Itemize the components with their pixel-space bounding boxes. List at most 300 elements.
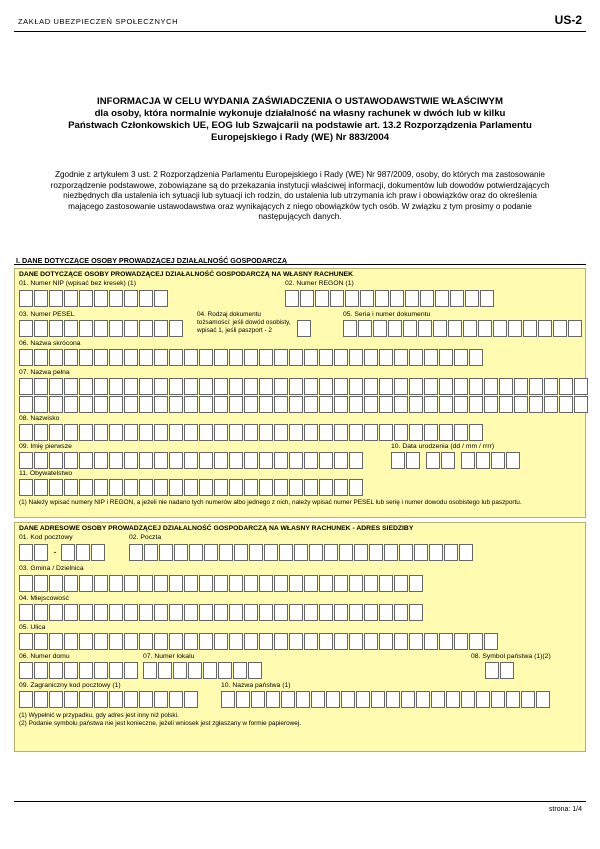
char-box[interactable]	[79, 633, 93, 650]
char-box[interactable]	[19, 424, 33, 441]
char-box[interactable]	[34, 633, 48, 650]
char-box[interactable]	[109, 662, 123, 679]
postal-code-cell[interactable]	[19, 544, 33, 561]
char-box[interactable]	[109, 378, 123, 395]
char-box[interactable]	[184, 396, 198, 413]
char-box[interactable]	[154, 633, 168, 650]
char-box[interactable]	[406, 452, 420, 469]
char-box[interactable]	[309, 544, 323, 561]
char-box[interactable]	[409, 378, 423, 395]
char-box[interactable]	[319, 575, 333, 592]
char-box[interactable]	[139, 691, 153, 708]
char-box[interactable]	[64, 290, 78, 307]
char-box[interactable]	[304, 479, 318, 496]
char-box[interactable]	[476, 452, 490, 469]
char-box[interactable]	[169, 633, 183, 650]
char-box[interactable]	[79, 691, 93, 708]
char-box[interactable]	[334, 378, 348, 395]
char-box[interactable]	[444, 544, 458, 561]
char-box[interactable]	[334, 452, 348, 469]
char-box[interactable]	[139, 575, 153, 592]
char-box[interactable]	[349, 378, 363, 395]
char-box[interactable]	[203, 662, 217, 679]
char-box[interactable]	[304, 378, 318, 395]
char-box[interactable]	[390, 290, 404, 307]
char-box[interactable]	[274, 378, 288, 395]
char-box[interactable]	[476, 691, 490, 708]
char-box[interactable]	[388, 320, 402, 337]
char-box[interactable]	[379, 575, 393, 592]
char-box[interactable]	[375, 290, 389, 307]
country-name-field[interactable]	[221, 691, 551, 708]
char-box[interactable]	[199, 424, 213, 441]
foreign-postal-code-field[interactable]	[19, 691, 199, 708]
char-box[interactable]	[199, 396, 213, 413]
char-box[interactable]	[334, 396, 348, 413]
char-box[interactable]	[315, 290, 329, 307]
char-box[interactable]	[19, 479, 33, 496]
char-box[interactable]	[259, 452, 273, 469]
char-box[interactable]	[79, 479, 93, 496]
char-box[interactable]	[229, 424, 243, 441]
char-box[interactable]	[94, 378, 108, 395]
char-box[interactable]	[199, 378, 213, 395]
char-box[interactable]	[500, 662, 514, 679]
char-box[interactable]	[169, 452, 183, 469]
char-box[interactable]	[64, 662, 78, 679]
char-box[interactable]	[64, 479, 78, 496]
char-box[interactable]	[529, 378, 543, 395]
char-box[interactable]	[34, 378, 48, 395]
char-box[interactable]	[214, 424, 228, 441]
char-box[interactable]	[559, 396, 573, 413]
char-box[interactable]	[49, 290, 63, 307]
char-box[interactable]	[446, 691, 460, 708]
char-box[interactable]	[109, 452, 123, 469]
char-box[interactable]	[49, 378, 63, 395]
char-box[interactable]	[259, 479, 273, 496]
char-box[interactable]	[124, 452, 138, 469]
char-box[interactable]	[373, 320, 387, 337]
char-box[interactable]	[424, 349, 438, 366]
char-box[interactable]	[409, 633, 423, 650]
char-box[interactable]	[281, 691, 295, 708]
char-box[interactable]	[94, 424, 108, 441]
char-box[interactable]	[491, 691, 505, 708]
char-box[interactable]	[109, 396, 123, 413]
char-box[interactable]	[64, 633, 78, 650]
char-box[interactable]	[34, 691, 48, 708]
char-box[interactable]	[574, 378, 588, 395]
char-box[interactable]	[454, 396, 468, 413]
char-box[interactable]	[454, 424, 468, 441]
char-box[interactable]	[364, 575, 378, 592]
char-box[interactable]	[94, 396, 108, 413]
char-box[interactable]	[169, 320, 183, 337]
char-box[interactable]	[219, 544, 233, 561]
char-box[interactable]	[369, 544, 383, 561]
char-box[interactable]	[49, 691, 63, 708]
char-box[interactable]	[94, 662, 108, 679]
char-box[interactable]	[274, 633, 288, 650]
postal-code-field[interactable]	[19, 544, 106, 561]
char-box[interactable]	[349, 349, 363, 366]
char-box[interactable]	[409, 424, 423, 441]
char-box[interactable]	[536, 691, 550, 708]
char-box[interactable]	[124, 378, 138, 395]
char-box[interactable]	[435, 290, 449, 307]
char-box[interactable]	[289, 479, 303, 496]
char-box[interactable]	[109, 604, 123, 621]
char-box[interactable]	[199, 479, 213, 496]
char-box[interactable]	[384, 544, 398, 561]
char-box[interactable]	[159, 544, 173, 561]
char-box[interactable]	[214, 633, 228, 650]
regon-field[interactable]	[285, 290, 495, 307]
char-box[interactable]	[450, 290, 464, 307]
char-box[interactable]	[364, 604, 378, 621]
char-box[interactable]	[94, 604, 108, 621]
char-box[interactable]	[439, 396, 453, 413]
char-box[interactable]	[259, 424, 273, 441]
char-box[interactable]	[34, 349, 48, 366]
char-box[interactable]	[394, 575, 408, 592]
char-box[interactable]	[204, 544, 218, 561]
char-box[interactable]	[279, 544, 293, 561]
char-box[interactable]	[124, 691, 138, 708]
char-box[interactable]	[79, 396, 93, 413]
char-box[interactable]	[259, 396, 273, 413]
char-box[interactable]	[379, 604, 393, 621]
char-box[interactable]	[360, 290, 374, 307]
char-box[interactable]	[64, 604, 78, 621]
char-box[interactable]	[124, 479, 138, 496]
char-box[interactable]	[229, 604, 243, 621]
char-box[interactable]	[154, 290, 168, 307]
char-box[interactable]	[304, 424, 318, 441]
char-box[interactable]	[49, 396, 63, 413]
char-box[interactable]	[109, 575, 123, 592]
char-box[interactable]	[139, 320, 153, 337]
char-box[interactable]	[184, 575, 198, 592]
char-box[interactable]	[184, 349, 198, 366]
char-box[interactable]	[349, 424, 363, 441]
char-box[interactable]	[424, 378, 438, 395]
char-box[interactable]	[49, 575, 63, 592]
char-box[interactable]	[469, 349, 483, 366]
char-box[interactable]	[484, 378, 498, 395]
char-box[interactable]	[364, 633, 378, 650]
full-name-field-line2[interactable]	[19, 396, 589, 413]
char-box[interactable]	[469, 633, 483, 650]
char-box[interactable]	[439, 424, 453, 441]
char-box[interactable]	[491, 452, 505, 469]
char-box[interactable]	[289, 349, 303, 366]
char-box[interactable]	[514, 378, 528, 395]
char-box[interactable]	[544, 396, 558, 413]
char-box[interactable]	[139, 378, 153, 395]
char-box[interactable]	[124, 633, 138, 650]
char-box[interactable]	[493, 320, 507, 337]
char-box[interactable]	[394, 378, 408, 395]
char-box[interactable]	[379, 633, 393, 650]
char-box[interactable]	[403, 320, 417, 337]
char-box[interactable]	[465, 290, 479, 307]
document-type-field[interactable]	[297, 320, 312, 337]
char-box[interactable]	[94, 320, 108, 337]
char-box[interactable]	[523, 320, 537, 337]
char-box[interactable]	[285, 290, 299, 307]
char-box[interactable]	[34, 396, 48, 413]
char-box[interactable]	[484, 396, 498, 413]
char-box[interactable]	[144, 544, 158, 561]
char-box[interactable]	[229, 452, 243, 469]
char-box[interactable]	[341, 691, 355, 708]
locality-field[interactable]	[19, 604, 424, 621]
char-box[interactable]	[416, 691, 430, 708]
char-box[interactable]	[64, 575, 78, 592]
char-box[interactable]	[139, 479, 153, 496]
char-box[interactable]	[559, 378, 573, 395]
char-box[interactable]	[334, 633, 348, 650]
char-box[interactable]	[394, 349, 408, 366]
char-box[interactable]	[454, 633, 468, 650]
char-box[interactable]	[289, 378, 303, 395]
first-name-field[interactable]	[19, 452, 364, 469]
char-box[interactable]	[49, 349, 63, 366]
short-name-field[interactable]	[19, 349, 484, 366]
char-box[interactable]	[469, 424, 483, 441]
char-box[interactable]	[304, 349, 318, 366]
char-box[interactable]	[173, 662, 187, 679]
char-box[interactable]	[414, 544, 428, 561]
char-box[interactable]	[334, 479, 348, 496]
char-box[interactable]	[394, 604, 408, 621]
char-box[interactable]	[319, 452, 333, 469]
char-box[interactable]	[259, 378, 273, 395]
char-box[interactable]	[289, 575, 303, 592]
char-box[interactable]	[214, 575, 228, 592]
char-box[interactable]	[409, 349, 423, 366]
char-box[interactable]	[64, 691, 78, 708]
char-box[interactable]	[394, 424, 408, 441]
char-box[interactable]	[244, 396, 258, 413]
char-box[interactable]	[358, 320, 372, 337]
char-box[interactable]	[188, 662, 202, 679]
char-box[interactable]	[214, 349, 228, 366]
char-box[interactable]	[19, 691, 33, 708]
char-box[interactable]	[49, 320, 63, 337]
house-number-field[interactable]	[19, 662, 139, 679]
char-box[interactable]	[514, 396, 528, 413]
char-box[interactable]	[34, 290, 48, 307]
char-box[interactable]	[233, 662, 247, 679]
char-box[interactable]	[345, 290, 359, 307]
char-box[interactable]	[274, 604, 288, 621]
char-box[interactable]	[433, 320, 447, 337]
char-box[interactable]	[274, 479, 288, 496]
char-box[interactable]	[109, 633, 123, 650]
char-box[interactable]	[169, 691, 183, 708]
char-box[interactable]	[439, 349, 453, 366]
char-box[interactable]	[184, 604, 198, 621]
char-box[interactable]	[364, 349, 378, 366]
char-box[interactable]	[34, 452, 48, 469]
char-box[interactable]	[34, 604, 48, 621]
char-box[interactable]	[124, 424, 138, 441]
char-box[interactable]	[304, 604, 318, 621]
nip-field[interactable]	[19, 290, 169, 307]
char-box[interactable]	[79, 290, 93, 307]
char-box[interactable]	[296, 691, 310, 708]
char-box[interactable]	[499, 396, 513, 413]
char-box[interactable]	[214, 479, 228, 496]
char-box[interactable]	[109, 349, 123, 366]
char-box[interactable]	[154, 575, 168, 592]
char-box[interactable]	[386, 691, 400, 708]
char-box[interactable]	[19, 320, 33, 337]
char-box[interactable]	[244, 378, 258, 395]
char-box[interactable]	[218, 662, 232, 679]
commune-field[interactable]	[19, 575, 424, 592]
char-box[interactable]	[441, 452, 455, 469]
char-box[interactable]	[19, 349, 33, 366]
char-box[interactable]	[154, 452, 168, 469]
char-box[interactable]	[274, 396, 288, 413]
char-box[interactable]	[274, 452, 288, 469]
char-box[interactable]	[439, 633, 453, 650]
char-box[interactable]	[508, 320, 522, 337]
postal-code-cell[interactable]	[91, 544, 105, 561]
char-box[interactable]	[154, 378, 168, 395]
char-box[interactable]	[364, 378, 378, 395]
postal-code-cell[interactable]	[61, 544, 75, 561]
char-box[interactable]	[64, 424, 78, 441]
char-box[interactable]	[463, 320, 477, 337]
char-box[interactable]	[79, 452, 93, 469]
char-box[interactable]	[391, 452, 405, 469]
char-box[interactable]	[94, 633, 108, 650]
char-box[interactable]	[249, 544, 263, 561]
char-box[interactable]	[289, 633, 303, 650]
char-box[interactable]	[339, 544, 353, 561]
char-box[interactable]	[304, 633, 318, 650]
char-box[interactable]	[319, 604, 333, 621]
char-box[interactable]	[244, 452, 258, 469]
char-box[interactable]	[79, 662, 93, 679]
char-box[interactable]	[319, 424, 333, 441]
char-box[interactable]	[64, 378, 78, 395]
char-box[interactable]	[426, 452, 440, 469]
char-box[interactable]	[124, 320, 138, 337]
char-box[interactable]	[139, 633, 153, 650]
char-box[interactable]	[274, 575, 288, 592]
char-box[interactable]	[139, 349, 153, 366]
char-box[interactable]	[506, 452, 520, 469]
char-box[interactable]	[94, 575, 108, 592]
char-box[interactable]	[221, 691, 235, 708]
char-box[interactable]	[334, 349, 348, 366]
char-box[interactable]	[94, 452, 108, 469]
char-box[interactable]	[109, 479, 123, 496]
char-box[interactable]	[64, 452, 78, 469]
apartment-number-field[interactable]	[143, 662, 263, 679]
char-box[interactable]	[244, 424, 258, 441]
char-box[interactable]	[349, 633, 363, 650]
char-box[interactable]	[189, 544, 203, 561]
char-box[interactable]	[461, 452, 475, 469]
char-box[interactable]	[49, 479, 63, 496]
full-name-field-line1[interactable]	[19, 378, 589, 395]
char-box[interactable]	[379, 396, 393, 413]
char-box[interactable]	[349, 604, 363, 621]
char-box[interactable]	[349, 452, 363, 469]
char-box[interactable]	[139, 396, 153, 413]
char-box[interactable]	[319, 378, 333, 395]
char-box[interactable]	[19, 633, 33, 650]
char-box[interactable]	[506, 691, 520, 708]
char-box[interactable]	[259, 604, 273, 621]
char-box[interactable]	[544, 378, 558, 395]
char-box[interactable]	[19, 575, 33, 592]
char-box[interactable]	[409, 604, 423, 621]
char-box[interactable]	[349, 479, 363, 496]
char-box[interactable]	[229, 378, 243, 395]
char-box[interactable]	[19, 662, 33, 679]
char-box[interactable]	[199, 575, 213, 592]
char-box[interactable]	[49, 604, 63, 621]
char-box[interactable]	[34, 662, 48, 679]
char-box[interactable]	[124, 662, 138, 679]
char-box[interactable]	[485, 662, 499, 679]
char-box[interactable]	[521, 691, 535, 708]
char-box[interactable]	[439, 378, 453, 395]
char-box[interactable]	[154, 479, 168, 496]
char-box[interactable]	[184, 479, 198, 496]
char-box[interactable]	[304, 396, 318, 413]
char-box[interactable]	[34, 479, 48, 496]
document-number-field[interactable]	[343, 320, 583, 337]
char-box[interactable]	[154, 691, 168, 708]
char-box[interactable]	[401, 691, 415, 708]
char-box[interactable]	[324, 544, 338, 561]
char-box[interactable]	[79, 604, 93, 621]
char-box[interactable]	[334, 604, 348, 621]
country-symbol-field[interactable]	[485, 662, 515, 679]
char-box[interactable]	[94, 349, 108, 366]
char-box[interactable]	[379, 424, 393, 441]
char-box[interactable]	[259, 349, 273, 366]
char-box[interactable]	[234, 544, 248, 561]
char-box[interactable]	[199, 452, 213, 469]
char-box[interactable]	[49, 662, 63, 679]
char-box[interactable]	[459, 544, 473, 561]
char-box[interactable]	[319, 349, 333, 366]
char-box[interactable]	[139, 604, 153, 621]
surname-field[interactable]	[19, 424, 484, 441]
char-box[interactable]	[184, 633, 198, 650]
char-box[interactable]	[448, 320, 462, 337]
char-box[interactable]	[274, 349, 288, 366]
char-box[interactable]	[300, 290, 314, 307]
char-box[interactable]	[124, 290, 138, 307]
char-box[interactable]	[169, 479, 183, 496]
char-box[interactable]	[214, 396, 228, 413]
char-box[interactable]	[139, 290, 153, 307]
char-box[interactable]	[154, 349, 168, 366]
char-box[interactable]	[109, 290, 123, 307]
char-box[interactable]	[259, 575, 273, 592]
